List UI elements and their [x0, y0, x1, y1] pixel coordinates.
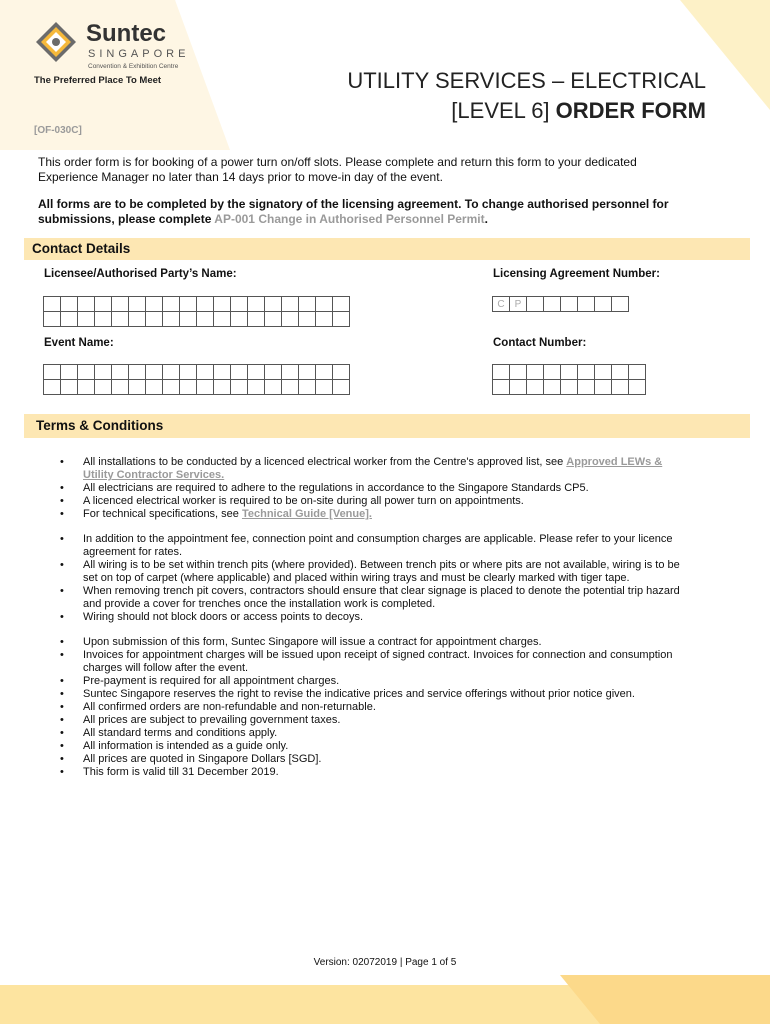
grid-cell[interactable]	[299, 365, 316, 380]
grid-cell[interactable]	[248, 297, 265, 312]
grid-cell[interactable]	[561, 297, 578, 312]
list-item: • Upon submission of this form, Suntec Singapore will issue a contract for appointment charges.	[60, 636, 690, 649]
grid-cell[interactable]	[231, 312, 248, 327]
grid-cell[interactable]	[146, 312, 163, 327]
grid-cell[interactable]	[197, 380, 214, 395]
list-item: • All prices are subject to prevailing government taxes.	[60, 714, 690, 727]
grid-cell[interactable]	[78, 365, 95, 380]
grid-cell[interactable]	[61, 297, 78, 312]
grid-cell[interactable]	[231, 297, 248, 312]
grid-cell[interactable]	[544, 297, 561, 312]
grid-cell[interactable]	[612, 365, 629, 380]
list-item: • All wiring is to be set within trench pits (where provided). Between trench pits or where pits are not available, wiring is to be set on top of carpet (where applicable) and placed within wiring trays and must be clearly marked with tiger tape.	[60, 559, 690, 585]
grid-cell[interactable]	[248, 380, 265, 395]
grid-cell[interactable]	[129, 312, 146, 327]
contact-details-header: Contact Details	[24, 238, 750, 260]
grid-cell[interactable]	[561, 365, 578, 380]
grid-cell[interactable]	[231, 365, 248, 380]
agreement-number-grid[interactable]	[492, 296, 629, 312]
list-item: • This form is valid till 31 December 2019.	[60, 766, 690, 779]
grid-cell[interactable]	[629, 380, 646, 395]
grid-cell[interactable]	[197, 312, 214, 327]
grid-cell[interactable]	[248, 312, 265, 327]
grid-cell[interactable]	[129, 297, 146, 312]
grid-cell[interactable]	[44, 365, 61, 380]
brand-sub2: Convention & Exhibition Centre	[88, 63, 179, 70]
grid-cell[interactable]	[578, 365, 595, 380]
grid-cell[interactable]	[265, 297, 282, 312]
terms-group-3	[60, 636, 690, 779]
grid-cell[interactable]	[595, 365, 612, 380]
agreement-label: Licensing Agreement Number:	[493, 268, 660, 280]
grid-cell[interactable]	[61, 380, 78, 395]
grid-cell[interactable]	[112, 380, 129, 395]
grid-cell[interactable]	[197, 297, 214, 312]
grid-cell[interactable]	[248, 365, 265, 380]
grid-cell[interactable]	[527, 365, 544, 380]
grid-cell[interactable]	[129, 365, 146, 380]
licensee-label: Licensee/Authorised Party’s Name:	[44, 268, 237, 280]
page-title-line1: UTILITY SERVICES – ELECTRICAL	[347, 68, 706, 93]
grid-cell[interactable]	[112, 297, 129, 312]
brand-name: Suntec	[86, 20, 167, 47]
grid-cell[interactable]	[544, 380, 561, 395]
grid-cell[interactable]	[112, 365, 129, 380]
grid-cell[interactable]	[265, 312, 282, 327]
grid-cell[interactable]	[180, 297, 197, 312]
grid-cell[interactable]	[214, 297, 231, 312]
list-item: • All information is intended as a guide only.	[60, 740, 690, 753]
grid-cell[interactable]	[95, 312, 112, 327]
grid-cell[interactable]	[129, 380, 146, 395]
grid-cell[interactable]	[282, 297, 299, 312]
grid-cell[interactable]	[163, 297, 180, 312]
grid-cell[interactable]	[44, 297, 61, 312]
grid-cell[interactable]	[95, 365, 112, 380]
grid-cell[interactable]	[95, 380, 112, 395]
page-footer: Version: 02072019 | Page 1 of 5	[313, 957, 457, 968]
grid-cell[interactable]	[61, 312, 78, 327]
licensee-name-grid[interactable]	[43, 296, 350, 327]
grid-cell[interactable]: C	[493, 297, 510, 312]
grid-cell[interactable]	[316, 365, 333, 380]
grid-cell[interactable]	[78, 297, 95, 312]
grid-cell[interactable]	[112, 312, 129, 327]
notice-text: All forms are to be completed by the signatory of the licensing agreement. To change authorised personnel for submissions, please complete AP-001 Change in Authorised Personnel Permit.	[38, 197, 669, 226]
grid-cell[interactable]	[299, 312, 316, 327]
list-item: • A licenced electrical worker is required to be on-site during all power turn on appointments.	[60, 495, 690, 508]
list-item: • When removing trench pit covers, contractors should ensure that clear signage is placed to denote the potential trip hazard and provide a cover for trenches once the installation work is completed.	[60, 585, 690, 611]
grid-cell[interactable]	[180, 312, 197, 327]
grid-cell[interactable]	[612, 297, 629, 312]
grid-cell[interactable]	[595, 380, 612, 395]
grid-cell[interactable]	[316, 380, 333, 395]
event-name-label: Event Name:	[44, 337, 114, 349]
grid-cell[interactable]	[163, 380, 180, 395]
grid-cell[interactable]	[146, 297, 163, 312]
grid-cell[interactable]	[44, 380, 61, 395]
page-title-line2: [LEVEL 6] ORDER FORM	[451, 98, 706, 123]
list-item: • For technical specifications, see Technical Guide [Venue].	[60, 508, 690, 521]
grid-cell[interactable]	[282, 312, 299, 327]
grid-cell[interactable]	[299, 297, 316, 312]
grid-cell[interactable]: P	[510, 297, 527, 312]
grid-cell[interactable]	[612, 380, 629, 395]
grid-cell[interactable]	[510, 365, 527, 380]
grid-cell[interactable]	[180, 380, 197, 395]
intro-text: This order form is for booking of a power turn on/off slots. Please complete and return this form to your dedicated Experience Manager no later than 14 days prior to move-in day of the event.	[38, 155, 637, 184]
footer-decoration	[0, 975, 770, 1024]
logo-diamond-icon	[34, 20, 78, 64]
grid-cell[interactable]	[214, 312, 231, 327]
grid-cell[interactable]	[44, 312, 61, 327]
terms-group-1	[60, 456, 690, 521]
grid-cell[interactable]	[333, 297, 350, 312]
terms-list	[60, 456, 690, 791]
grid-cell[interactable]	[333, 365, 350, 380]
list-item: • In addition to the appointment fee, connection point and consumption charges are applicable. Please refer to your licence agreement for rates.	[60, 533, 690, 559]
terms-group-2	[60, 533, 690, 624]
grid-cell[interactable]	[561, 380, 578, 395]
grid-cell[interactable]	[333, 380, 350, 395]
list-item: • Pre-payment is required for all appointment charges.	[60, 675, 690, 688]
grid-cell[interactable]	[578, 297, 595, 312]
grid-cell[interactable]	[78, 312, 95, 327]
grid-cell[interactable]	[163, 365, 180, 380]
grid-cell[interactable]	[282, 365, 299, 380]
grid-cell[interactable]	[214, 380, 231, 395]
grid-cell[interactable]	[527, 297, 544, 312]
grid-cell[interactable]	[180, 365, 197, 380]
form-code: [OF-030C]	[34, 125, 82, 136]
brand-sub: SINGAPORE	[88, 48, 190, 60]
grid-cell[interactable]	[493, 365, 510, 380]
list-item: • All installations to be conducted by a licenced electrical worker from the Centre's approved list, see Approved LEWs & Utility Contractor Services.	[60, 456, 690, 482]
grid-cell[interactable]	[214, 365, 231, 380]
contact-number-label: Contact Number:	[493, 337, 587, 349]
list-item: • All prices are quoted in Singapore Dollars [SGD].	[60, 753, 690, 766]
grid-cell[interactable]	[265, 380, 282, 395]
list-item: • All electricians are required to adhere to the regulations in accordance to the Singapore Standards CP5.	[60, 482, 690, 495]
grid-cell[interactable]	[146, 380, 163, 395]
list-item: • All standard terms and conditions apply.	[60, 727, 690, 740]
terms-header: Terms & Conditions	[24, 414, 750, 438]
list-item: • Wiring should not block doors or access points to decoys.	[60, 611, 690, 624]
list-item: • Invoices for appointment charges will be issued upon receipt of signed contract. Invoices for connection and consumption charges will follow after the event.	[60, 649, 690, 675]
grid-cell[interactable]	[333, 312, 350, 327]
grid-cell[interactable]	[299, 380, 316, 395]
grid-cell[interactable]	[544, 365, 561, 380]
approved-lews-link[interactable]: Approved LEWs & Utility Contractor Services.	[83, 456, 663, 481]
grid-cell[interactable]	[197, 365, 214, 380]
grid-cell[interactable]	[61, 365, 78, 380]
contact-number-grid[interactable]	[492, 364, 646, 395]
grid-cell[interactable]	[578, 380, 595, 395]
grid-cell[interactable]	[510, 380, 527, 395]
event-name-grid[interactable]	[43, 364, 350, 395]
grid-cell[interactable]	[527, 380, 544, 395]
tagline: The Preferred Place To Meet	[34, 75, 162, 86]
list-item: • All confirmed orders are non-refundable and non-returnable.	[60, 701, 690, 714]
grid-cell[interactable]	[282, 380, 299, 395]
grid-cell[interactable]	[78, 380, 95, 395]
ap001-link[interactable]: AP-001 Change in Authorised Personnel Permit	[214, 212, 485, 226]
grid-cell[interactable]	[231, 380, 248, 395]
grid-cell[interactable]	[493, 380, 510, 395]
grid-cell[interactable]	[265, 365, 282, 380]
list-item: • Suntec Singapore reserves the right to revise the indicative prices and service offerings without prior notice given.	[60, 688, 690, 701]
grid-cell[interactable]	[316, 297, 333, 312]
grid-cell[interactable]	[146, 365, 163, 380]
grid-cell[interactable]	[316, 312, 333, 327]
grid-cell[interactable]	[595, 297, 612, 312]
grid-cell[interactable]	[95, 297, 112, 312]
grid-cell[interactable]	[629, 365, 646, 380]
grid-cell[interactable]	[163, 312, 180, 327]
technical-guide-link[interactable]: Technical Guide [Venue].	[241, 508, 372, 520]
